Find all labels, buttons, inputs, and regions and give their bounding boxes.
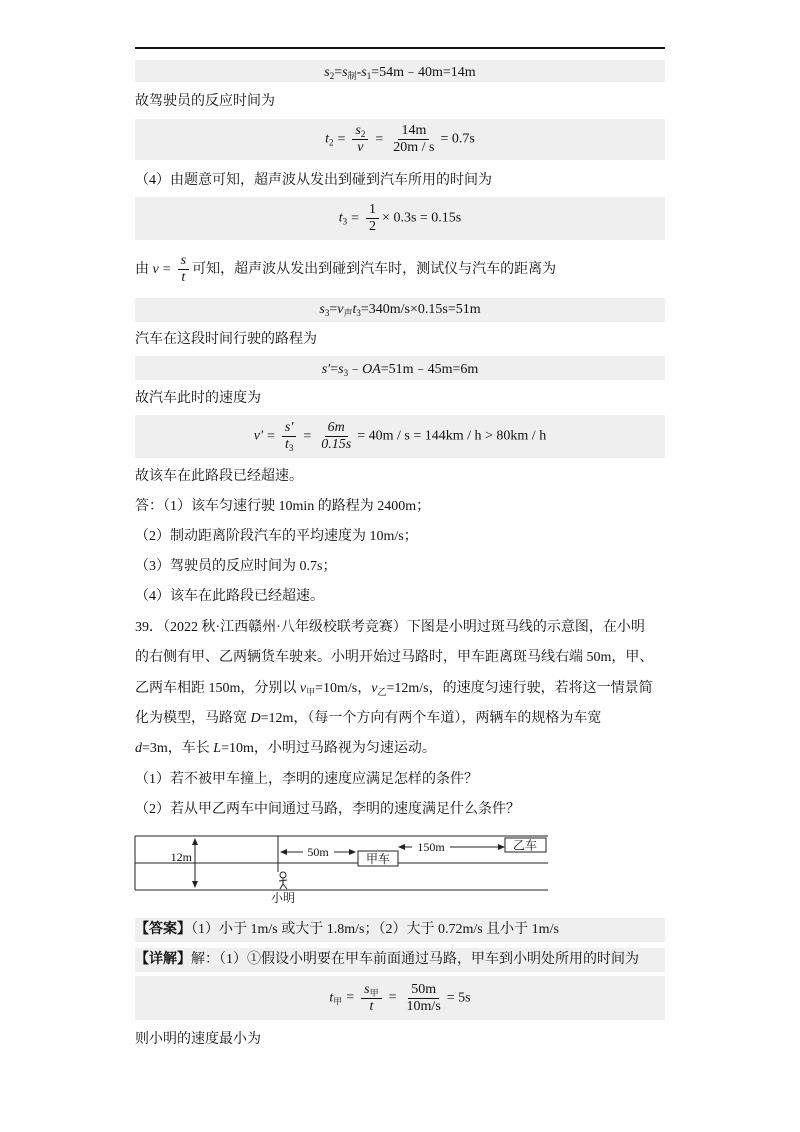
formula-rest: =54m﹣40m=14m bbox=[371, 65, 476, 80]
numerator bbox=[352, 123, 368, 140]
var-s: s bbox=[361, 65, 367, 80]
var-s: s bbox=[355, 123, 361, 138]
var-s: s bbox=[342, 65, 348, 80]
denominator: t bbox=[181, 270, 186, 286]
arrowhead-right-icon bbox=[498, 844, 505, 850]
equals-sign: = bbox=[330, 362, 339, 377]
var-s: s bbox=[338, 362, 344, 377]
text-distance-intro bbox=[135, 253, 556, 287]
header-rule bbox=[135, 47, 665, 49]
numerator: s' bbox=[282, 420, 296, 437]
text-segment: =10m/s， bbox=[315, 681, 372, 696]
formula-s3 bbox=[135, 298, 665, 322]
formula-line bbox=[329, 982, 470, 1015]
var-d-road: D bbox=[250, 711, 261, 726]
var-v-prime: v' bbox=[253, 428, 263, 444]
equals-sign: = bbox=[303, 428, 312, 444]
distance-150-label: 150m bbox=[417, 840, 445, 854]
subscript: 2 bbox=[329, 137, 334, 148]
formula-t-jia bbox=[135, 976, 665, 1020]
text-prefix: 由 bbox=[135, 262, 149, 277]
text-segment: 乙两车相距 150m，分别以 bbox=[135, 681, 300, 696]
minus-sign: ﹣ bbox=[348, 362, 363, 377]
formula-line bbox=[322, 358, 479, 378]
denominator: 20m / s bbox=[393, 140, 435, 155]
detail-text: 解：（1）①假设小明要在甲车前面通过马路，甲车到小明处所用的时间为 bbox=[191, 952, 639, 967]
fraction bbox=[361, 982, 381, 1015]
equals-sign: = bbox=[267, 428, 275, 444]
arrowhead-right-icon bbox=[349, 849, 356, 855]
numerator: 1 bbox=[366, 202, 379, 219]
formula-t3 bbox=[135, 197, 665, 240]
var-t: t bbox=[352, 302, 357, 317]
equals-sign: = bbox=[346, 990, 355, 1006]
answer-row bbox=[135, 918, 665, 942]
subscript: 1 bbox=[366, 71, 372, 81]
arrowhead-left-icon bbox=[398, 844, 405, 850]
denominator: 10m/s bbox=[406, 998, 441, 1014]
answer-tag: 【答案】 bbox=[135, 922, 191, 937]
answer-line-4: （4）该车在此路段已经超速。 bbox=[135, 589, 324, 604]
subscript: 制 bbox=[347, 71, 357, 81]
numerator: 14m bbox=[398, 123, 429, 140]
formula-rest: = 5s bbox=[446, 990, 471, 1006]
person-leg-left bbox=[280, 884, 283, 889]
distance-50-label: 50m bbox=[307, 845, 329, 859]
formula-rest: =340m/s×0.15s=51m bbox=[360, 302, 481, 317]
fraction bbox=[318, 420, 354, 453]
subscript: 2 bbox=[360, 129, 366, 139]
text-car-distance-intro: 汽车在这段时间行驶的路程为 bbox=[135, 332, 317, 347]
subscript: 乙 bbox=[377, 687, 387, 697]
equals-sign: = bbox=[375, 131, 384, 147]
person-head bbox=[280, 872, 286, 878]
problem-39-line-1: 39．（2022 秋·江西赣州·八年级校联考竞赛）下图是小明过斑马线的示意图，在小明 bbox=[135, 620, 645, 635]
answer-line-1: 答：（1）该车匀速行驶 10min 的路程为 2400m； bbox=[135, 499, 431, 514]
var-s: s bbox=[319, 302, 325, 317]
text-segment: 化为模型，马路宽 bbox=[135, 711, 251, 726]
var-t: t bbox=[329, 990, 334, 1006]
var-t: t bbox=[325, 131, 330, 147]
var-t: t bbox=[284, 437, 289, 452]
formula-rest: × 0.3s = 0.15s bbox=[382, 210, 462, 226]
person-icon bbox=[279, 872, 287, 889]
formula-s2 bbox=[135, 60, 665, 82]
fraction bbox=[390, 123, 437, 156]
fraction bbox=[352, 123, 368, 156]
subscript: 2 bbox=[329, 71, 335, 81]
fraction bbox=[404, 982, 444, 1015]
numerator: s bbox=[178, 253, 189, 270]
formula-rest: = 40m / s = 144km / h > 80km / h bbox=[357, 428, 547, 444]
formula-line bbox=[319, 302, 480, 318]
formula-rest: = 0.7s bbox=[440, 131, 475, 147]
formula-line bbox=[324, 61, 475, 81]
text-speed-intro: 故汽车此时的速度为 bbox=[135, 391, 261, 406]
var-v: v bbox=[299, 681, 307, 696]
subscript: 声 bbox=[343, 308, 353, 318]
numerator: 50m bbox=[408, 982, 439, 999]
text-min-speed-intro: 则小明的速度最小为 bbox=[135, 1032, 261, 1047]
subscript: 3 bbox=[342, 216, 348, 227]
denominator bbox=[354, 140, 366, 156]
formula-line bbox=[339, 202, 461, 235]
problem-39-question-2: （2）若从甲乙两车中间通过马路，李明的速度满足什么条件？ bbox=[135, 802, 520, 817]
var-l: L bbox=[213, 741, 222, 756]
problem-39-line-4 bbox=[135, 709, 601, 729]
text-segment: =12m/s，的速度匀速行驶，若将这一情景简 bbox=[386, 681, 653, 696]
problem-39-question-1: （1）若不被甲车撞上，李明的速度应满足怎样的条件？ bbox=[135, 772, 478, 787]
arrowhead-down-icon bbox=[192, 881, 198, 888]
text-segment: =12m，（每一个方向有两个车道），两辆车的规格为车宽 bbox=[260, 711, 602, 726]
equals-sign: = bbox=[351, 210, 360, 226]
numerator bbox=[361, 982, 381, 999]
formula-car-speed bbox=[135, 415, 665, 458]
equals-sign: = bbox=[162, 262, 171, 277]
denominator: 2 bbox=[369, 219, 377, 234]
denominator: t bbox=[369, 998, 374, 1014]
formula-reaction-time bbox=[135, 119, 665, 160]
var-v: v bbox=[357, 140, 364, 155]
denominator bbox=[282, 437, 296, 453]
detail-tag: 【详解】 bbox=[135, 952, 191, 967]
answer-line-2: （2）制动距离阶段汽车的平均速度为 10m/s； bbox=[135, 529, 418, 544]
crosswalk-diagram bbox=[0, 826, 800, 912]
equals-sign: = bbox=[334, 65, 343, 80]
arrowhead-up-icon bbox=[192, 838, 198, 845]
text-conclusion: 故该车在此路段已经超速。 bbox=[135, 469, 303, 484]
person-label: 小明 bbox=[270, 891, 296, 905]
equals-sign: = bbox=[329, 302, 338, 317]
equals-sign: = bbox=[337, 131, 346, 147]
numerator: 6m bbox=[325, 420, 348, 437]
person-arms bbox=[279, 880, 287, 881]
fraction bbox=[282, 420, 296, 453]
detail-row bbox=[135, 948, 665, 972]
problem-39-line-3 bbox=[135, 679, 653, 699]
arrowhead-left-icon bbox=[280, 849, 287, 855]
var-v: v bbox=[371, 681, 378, 696]
var-v: v bbox=[337, 302, 344, 317]
subscript: 甲 bbox=[369, 987, 379, 998]
answer-line-3: （3）驾驶员的反应时间为 0.7s； bbox=[135, 559, 337, 574]
formula-line bbox=[325, 123, 475, 156]
var-oa: OA bbox=[362, 362, 381, 377]
text-suffix: 可知，超声波从发出到碰到汽车时，测试仪与汽车的距离为 bbox=[192, 262, 557, 277]
subscript: 3 bbox=[356, 308, 361, 318]
formula-s-prime bbox=[135, 356, 665, 380]
text-reaction-time-intro: 故驾驶员的反应时间为 bbox=[135, 94, 275, 109]
var-s-prime: s′ bbox=[321, 362, 331, 377]
answer-text: （1）小于 1m/s 或大于 1.8m/s；（2）大于 0.72m/s 且小于 1m/s bbox=[191, 922, 559, 937]
width-label: 12m bbox=[170, 850, 192, 864]
problem-39-line-5 bbox=[135, 739, 436, 759]
var-s: s bbox=[324, 65, 330, 80]
formula-rest: =51m﹣45m=6m bbox=[380, 362, 479, 377]
var-s: s bbox=[364, 981, 370, 997]
fraction bbox=[366, 202, 379, 235]
subscript: 甲 bbox=[306, 687, 316, 697]
var-d-car: d bbox=[135, 741, 142, 756]
subscript: 3 bbox=[324, 308, 330, 318]
denominator: 0.15s bbox=[321, 437, 352, 452]
subscript: 甲 bbox=[333, 996, 343, 1007]
text-segment: =3m，车长 bbox=[142, 741, 214, 756]
car-a-label: 甲车 bbox=[365, 852, 391, 866]
fraction bbox=[178, 253, 189, 286]
subscript: 3 bbox=[288, 443, 294, 453]
minus-sign: - bbox=[356, 65, 362, 80]
problem-39-line-2: 的右侧有甲、乙两辆货车驶来。小明开始过马路时，甲车距离斑马线右端 50m，甲、 bbox=[135, 650, 654, 665]
var-v: v bbox=[152, 262, 159, 277]
var-t: t bbox=[338, 210, 343, 226]
text-segment: =10m，小明过马路视为匀速运动。 bbox=[221, 741, 436, 756]
person-leg-right bbox=[283, 884, 287, 889]
car-b-label: 乙车 bbox=[512, 838, 538, 853]
text-ultrasound-time-intro: （4）由题意可知，超声波从发出到碰到汽车所用的时间为 bbox=[135, 173, 492, 188]
equals-sign: = bbox=[388, 990, 397, 1006]
formula-line bbox=[254, 420, 546, 453]
subscript: 3 bbox=[343, 368, 349, 378]
